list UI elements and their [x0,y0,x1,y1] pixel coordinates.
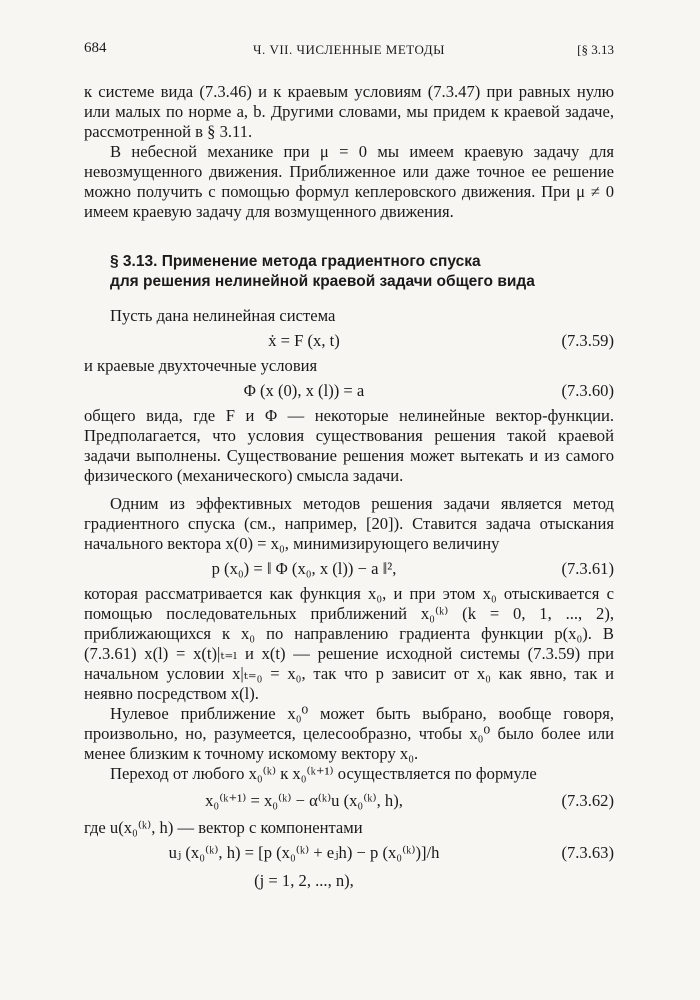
equation-7-3-63 [84,838,614,868]
section-title [84,252,614,292]
paragraph: общего вида, где F и Φ — некоторые нелинейные вектор-функции. Предполагается, что условия существования решения такой краевой задачи выполнены. Существование решения может вытекать и из самого физического (механического) смысла задачи. [84,406,614,485]
equation-7-3-61 [84,554,614,584]
equation-7-3-60 [84,376,614,406]
equation-body: ẋ = F (x, t) [268,331,340,350]
paragraph: и краевые двухточечные условия [84,356,318,375]
equation-7-3-63-condition [84,868,614,894]
equation-body: p (x₀) = ‖ Φ (x₀, x (l)) − a ‖², [211,559,397,578]
chapter-title: Ч. VII. ЧИСЛЕННЫЕ МЕТОДЫ [253,42,445,57]
paragraph: Нулевое приближение x₀⁰ может быть выбрано, вообще говоря, произвольно, но, разумеется, целесообразно, чтобы x₀⁰ было более или менее близким к точному искомому вектору x₀. [84,704,614,763]
paragraph: В небесной механике при μ = 0 мы имеем краевую задачу для невозмущенного движения. Приближенное или даже точное ее решение можно получить с помощью формул кеплеровского движения. При μ ≠ 0 имеем краевую задачу для возмущенного движения. [84,142,614,221]
equation-body: x₀⁽ᵏ⁺¹⁾ = x₀⁽ᵏ⁾ − α⁽ᵏ⁾u (x₀⁽ᵏ⁾, h), [205,791,403,810]
equation-number: (7.3.59) [561,331,614,350]
equation-number: (7.3.61) [561,559,614,578]
equation-body: uⱼ (x₀⁽ᵏ⁾, h) = [p (x₀⁽ᵏ⁾ + eⱼh) − p (x₀⁽ᵏ⁾)]/h [168,843,440,862]
page-number: 684 [84,40,107,56]
equation-body: Φ (x (0), x (l)) = a [243,381,365,400]
equation-number: (7.3.60) [561,381,614,400]
section-ref: [§ 3.13 [577,42,614,57]
section-title-line: § 3.13. Применение метода градиентного спуска [110,253,481,270]
paragraph: где u(x₀⁽ᵏ⁾, h) — вектор с компонентами [84,818,363,837]
equation-7-3-59 [84,326,614,356]
paragraph: Переход от любого x₀⁽ᵏ⁾ к x₀⁽ᵏ⁺¹⁾ осуществляется по формуле [110,764,537,783]
paragraph: которая рассматривается как функция x₀, и при этом x₀ отыскивается с помощью последовательных приближений x₀⁽ᵏ⁾ (k = 0, 1, ..., 2), приближающихся к x₀ по направлению градиента функции p(x₀). В (7.3.61) x(l) = x(t)|ₜ₌ₗ и x(t) — решение исходной системы (7.3.59) при начальном условии x|ₜ₌₀ = x₀, так что p зависит от x₀ как явно, так и неявно посредством x(l). [84,584,614,703]
equation-body: (j = 1, 2, ..., n), [254,871,354,890]
running-header [84,40,614,66]
paragraph: к системе вида (7.3.46) и к краевым условиям (7.3.47) при равных нулю или малых по норме a, b. Другими словами, мы придем к краевой задаче, рассмотренной в § 3.11. [84,82,614,141]
paragraph: Одним из эффективных методов решения задачи является метод градиентного спуска (см., например, [20]). Ставится задача отыскания начального вектора x(0) = x₀, минимизирующего величину [84,494,614,553]
equation-7-3-62 [84,784,614,818]
paragraph: Пусть дана нелинейная система [110,306,336,325]
equation-number: (7.3.62) [561,791,614,810]
section-title-line: для решения нелинейной краевой задачи общего вида [110,273,535,290]
book-page [84,40,614,894]
equation-number: (7.3.63) [561,843,614,862]
